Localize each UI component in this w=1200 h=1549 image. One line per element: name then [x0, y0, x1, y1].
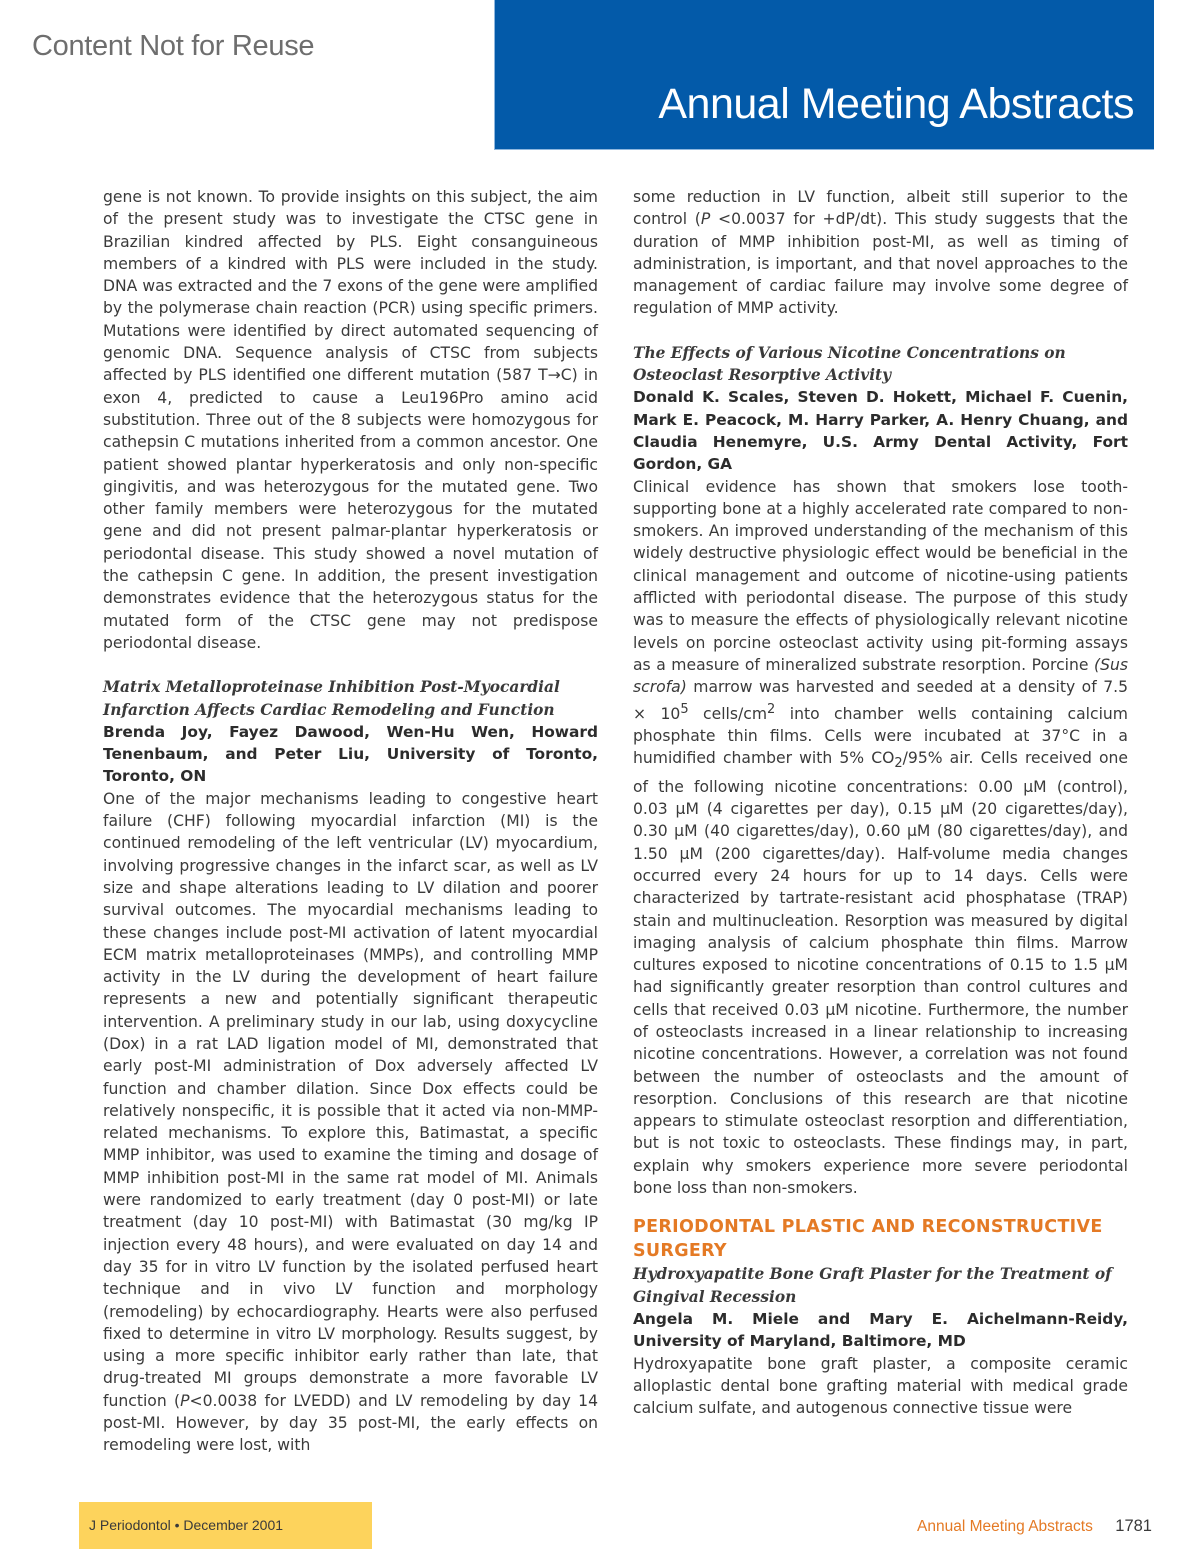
- abstract-body-mmp: One of the major mechanisms leading to congestive heart failure (CHF) following myocardial infarction (MI) is the continued remodeling of the left ventricular (LV) myocardium, involving progressive changes in the infarct scar, as well as LV size and shape alterations leading to LV dilation and poorer survival outcomes. The myocardial mechanisms leading to these changes include post-MI activation of latent myocardial ECM matrix metalloproteinases (MMPs), and controlling MMP activity in the LV during the development of heart failure represents a new and potentially significant therapeutic intervention. A preliminary study in our lab, using doxycycline (Dox) in a rat LAD ligation model of MI, demonstrated that early post-MI administration of Dox adversely affected LV function and chamber dilation. Since Dox effects could be relatively nonspecific, it is possible that it acted via non-MMP-related mechanisms. To explore this, Batimastat, a specific MMP inhibitor, was used to examine the timing and dosage of MMP inhibition post-MI in the same rat model of MI. Animals were randomized to early treatment (day 0 post-MI) or late treatment (day 10 post-MI) with Batimastat (30 mg/kg IP injection every 48 hours), and were evaluated on day 14 and day 35 for in vitro LV function by the isolated perfused heart technique and in vivo LV function and morphology (remodeling) by echocardiography. Hearts were also perfused fixed to determine in vitro LV morphology. Results suggest, by using a more specific inhibitor early rather than late, that drug-treated MI groups demonstrate a more favorable LV function (P<0.0038 for LVEDD) and LV remodeling by day 14 post-MI. However, by day 35 post-MI, the early effects on remodeling were lost, with: [103, 789, 598, 1455]
- footer-right: [917, 1517, 1152, 1536]
- abstract-body-hydroxyapatite: Hydroxyapatite bone graft plaster, a composite ceramic alloplastic dental bone grafting material with medical grade calcium sulfate, and autogenous connective tissue were: [633, 1354, 1128, 1418]
- abstract-title-nicotine: The Effects of Various Nicotine Concentrations on Osteoclast Resorptive Activity: [633, 343, 1066, 385]
- abstract-title-mmp: Matrix Metalloproteinase Inhibition Post-Myocardial Infarction Affects Cardiac Remodeling and Function: [103, 678, 560, 719]
- abstract-authors-mmp: Brenda Joy, Fayez Dawood, Wen-Hu Wen, Howard Tenenbaum, and Peter Liu, University of Toronto, Toronto, ON: [103, 722, 598, 786]
- abstract-authors-hydroxyapatite: Angela M. Miele and Mary E. Aichelmann-Reidy, University of Maryland, Baltimore, MD: [633, 1309, 1128, 1351]
- abstract-body-nicotine: Clinical evidence has shown that smokers lose tooth-supporting bone at a highly accelerated rate compared to non-smokers. An improved understanding of the mechanism of this widely destructive physiologic effect would be beneficial in the clinical management and outcome of nicotine-using patients afflicted with periodontal disease. The purpose of this study was to measure the effects of physiologically relevant nicotine levels on porcine osteoclast activity using pit-forming assays as a measure of mineralized substrate resorption. Porcine (Sus scrofa) marrow was harvested and seeded at a density of $7.5 \times 10^5$ cells/$cm^2$ into chamber wells containing calcium phosphate thin films. Cells were incubated at 37°C in a humidified chamber with 5% $CO_2/95\%$ air. Cells received one of the following nicotine concentrations: 0.00 µM (control), 0.03 µM (4 cigarettes per day), 0.15 µM (20 cigarettes/day), 0.30 µM (40 cigarettes/day), 0.60 µM (80 cigarettes/day), and 1.50 µM (200 cigarettes/day). Half-volume media changes occurred every 24 hours for up to 14 days. Cells were characterized by tartrate-resistant acid phosphatase (TRAP) stain and multinucleation. Resorption was measured by digital imaging analysis of calcium phosphate thin films. Marrow cultures exposed to nicotine concentrations of 0.15 to 1.5 µM had significantly greater resorption than control cultures and cells that received 0.03 µM nicotine. Furthermore, the number of osteoclasts increased in a linear relationship to increasing nicotine concentrations. However, a correlation was not found between the number of osteoclasts and the amount of resorption. Conclusions of this research are that nicotine appears to stimulate osteoclast resorption and differentiation, but is not toxic to osteoclasts. These findings may, in part, explain why smokers experience more severe periodontal bone loss than non-smokers.: [633, 477, 1128, 1198]
- footer-journal-box: [79, 1502, 372, 1549]
- header-title: Annual Meeting Abstracts: [658, 80, 1134, 128]
- continued-paragraph: gene is not known. To provide insights on this subject, the aim of the present study was to investigate the CTSC gene in Brazilian kindred affected by PLS. Eight consanguineous members of a kindred with PLS were included in the study. DNA was extracted and the 7 exons of the gene were amplified by the polymerase chain reaction (PCR) using specific primers. Mutations were identified by direct automated sequencing of genomic DNA. Sequence analysis of CTSC from subjects affected by PLS identified one different mutation (587 T→C) in exon 4, predicted to cause a Leu196Pro amino acid substitution. Three out of the 8 subjects were homozygous for cathepsin C mutations inherited from a common ancestor. One patient showed plantar hyperkeratosis and only non-specific gingivitis, and was heterozygous for the mutated gene. Two other family members were heterozygous for the mutated gene and did not present palmar-plantar hyperkeratosis or periodontal disease. This study showed a novel mutation of the cathepsin C gene. In addition, the present investigation demonstrates evidence that the heterozygous status for the mutated form of the CTSC gene may not predispose periodontal disease.: [103, 188, 598, 652]
- header-band: [494, 0, 1154, 150]
- footer-journal: J Periodontol • December 2001: [89, 1517, 284, 1533]
- section-heading: PERIODONTAL PLASTIC AND RECONSTRUCTIVE SURGERY: [633, 1217, 1103, 1262]
- continued-paragraph-right: some reduction in LV function, albeit still superior to the control (P <0.0037 for +dP/dt). This study suggests that the duration of MMP inhibition post-MI, as well as timing of administration, is important, and that novel approaches to the management of cardiac failure may involve some degree of regulation of MMP activity.: [633, 188, 1128, 318]
- abstract-authors-nicotine: Donald K. Scales, Steven D. Hokett, Michael F. Cuenin, Mark E. Peacock, M. Harry Parker, A. Henry Chuang, and Claudia Henemyre, U.S. Army Dental Activity, Fort Gordon, GA: [633, 388, 1128, 474]
- page-number: 1781: [1115, 1517, 1152, 1535]
- watermark: Content Not for Reuse: [32, 30, 315, 62]
- footer-section: Annual Meeting Abstracts: [917, 1518, 1093, 1535]
- left-column: [103, 186, 598, 1457]
- right-column: [633, 186, 1128, 1419]
- abstract-title-hydroxyapatite: Hydroxyapatite Bone Graft Plaster for the Treatment of Gingival Recession: [633, 1265, 1112, 1306]
